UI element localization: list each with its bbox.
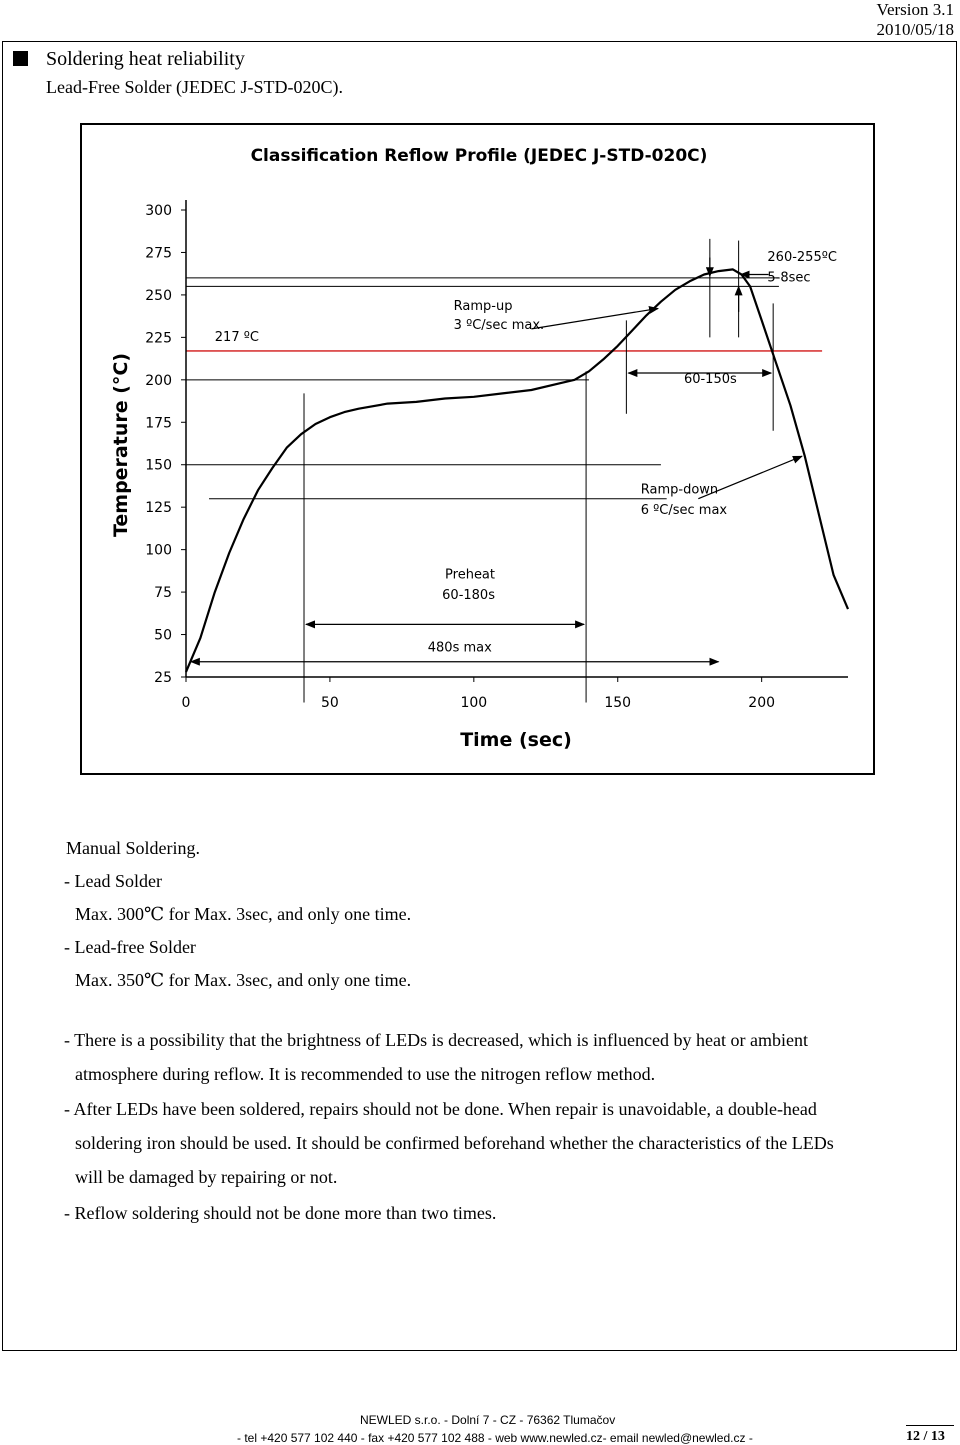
manual-heading: Manual Soldering. — [66, 838, 200, 858]
page-number: 12 / 13 — [906, 1429, 945, 1444]
y-tick-label: 300 — [145, 203, 172, 219]
peak-temp-annotation: 260-255ºC — [767, 249, 837, 265]
preheat-annotation-2: 60-180s — [442, 587, 495, 603]
y-tick-label: 150 — [145, 457, 172, 474]
ramp-up-pointer-arrow — [531, 308, 658, 328]
ramp-up-annotation-2: 3 ºC/sec max. — [453, 317, 545, 333]
section-subtitle: Lead-Free Solder (JEDEC J-STD-020C). — [46, 77, 343, 97]
note-2-line-1: - After LEDs have been soldered, repairs should not be done. When repair is unavoidable, a double-head — [64, 1099, 817, 1119]
ramp-down-annotation-2: 6 ºC/sec max — [640, 502, 728, 518]
ramp-up-annotation-1: Ramp-up — [453, 299, 513, 315]
lead-solder-value: Max. 300℃ for Max. 3sec, and only one time. — [75, 904, 412, 924]
reflow-chart — [80, 123, 875, 775]
x-axis-label: Time (sec) — [460, 729, 572, 751]
y-tick-label: 175 — [145, 415, 172, 432]
leadfree-solder-value: Max. 350℃ for Max. 3sec, and only one time. — [75, 970, 412, 990]
y-tick-label: 100 — [145, 542, 172, 559]
y-tick-label: 75 — [154, 585, 172, 602]
max-time-annotation: 480s max — [427, 640, 492, 656]
tal-annotation: 60-150s — [683, 372, 737, 388]
section-title: Soldering heat reliability — [46, 48, 245, 70]
y-axis-label: Temperature (°C) — [110, 352, 132, 538]
x-tick-label: 100 — [460, 695, 488, 711]
peak-time-annotation: 5-8sec — [767, 270, 811, 286]
footer-contact: - tel +420 577 102 440 - fax +420 577 102 488 - web www.newled.cz- email newled@newled.cz - — [237, 1431, 753, 1445]
page-number-rule — [906, 1425, 954, 1426]
x-tick-label: 0 — [181, 695, 191, 711]
ramp-down-annotation-1: Ramp-down — [640, 482, 719, 498]
x-tick-label: 150 — [604, 695, 632, 711]
note-2-line-3: will be damaged by repairing or not. — [75, 1167, 338, 1187]
x-tick-label: 200 — [748, 695, 776, 711]
footer-company: NEWLED s.r.o. - Dolní 7 - CZ - 76362 Tlumačov — [360, 1413, 616, 1427]
y-tick-label: 225 — [145, 330, 172, 347]
version-label: Version 3.1 — [876, 0, 954, 19]
note-3: - Reflow soldering should not be done more than two times. — [64, 1203, 497, 1223]
y-tick-label: 125 — [145, 500, 172, 517]
y-tick-label: 50 — [154, 627, 172, 644]
y-tick-label: 25 — [154, 670, 172, 686]
y-tick-label: 250 — [145, 287, 172, 304]
section-bullet-icon — [13, 51, 28, 66]
note-1-line-1: - There is a possibility that the brightness of LEDs is decreased, which is influenced by heat or ambient — [64, 1030, 808, 1050]
date-label: 2010/05/18 — [876, 20, 954, 39]
y-tick-label: 200 — [145, 372, 172, 389]
note-1-line-2: atmosphere during reflow. It is recommended to use the nitrogen reflow method. — [75, 1064, 656, 1084]
note-2-line-2: soldering iron should be used. It should be confirmed beforehand whether the characteristics of the LEDs — [75, 1133, 834, 1153]
liquidus-annotation: 217 ºC — [214, 329, 259, 345]
x-tick-label: 50 — [320, 695, 339, 711]
preheat-annotation-1: Preheat — [445, 567, 496, 583]
reflow-chart-svg — [82, 125, 873, 773]
leadfree-solder-label: - Lead-free Solder — [64, 937, 196, 957]
chart-title: Classification Reflow Profile (JEDEC J-STD-020C) — [250, 146, 708, 166]
lead-solder-label: - Lead Solder — [64, 871, 162, 891]
y-tick-label: 275 — [145, 245, 172, 262]
